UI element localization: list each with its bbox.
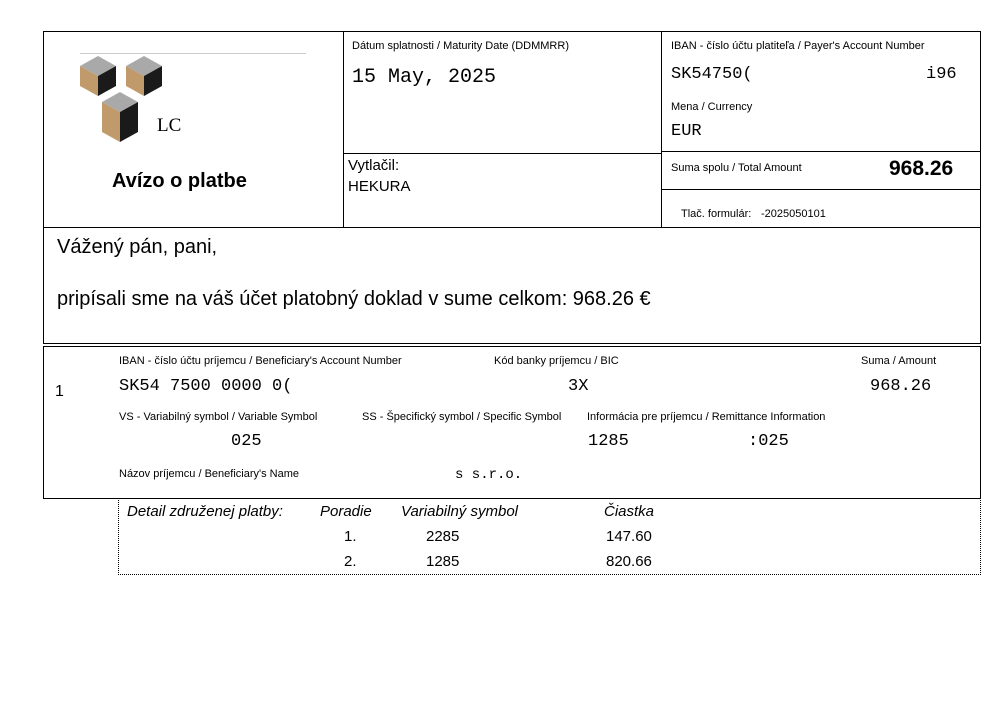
detail-row-2-vs: 1285: [426, 553, 460, 570]
maturity-date-label: Dátum splatnosti / Maturity Date (DDMMRR): [352, 40, 569, 52]
bic-value: 3X: [568, 377, 589, 396]
payer-iban-label: IBAN - číslo účtu platiteľa / Payer's Account Number: [671, 40, 925, 52]
beneficiary-iban-label: IBAN - číslo účtu príjemcu / Beneficiary's Account Number: [119, 355, 402, 367]
beneficiary-name-label: Názov príjemcu / Beneficiary's Name: [119, 468, 299, 480]
currency-label: Mena / Currency: [671, 101, 753, 113]
form-label: Tlač. formulár:: [681, 208, 752, 220]
remittance-value-a: 1285: [588, 432, 629, 451]
document-title: Avízo o platbe: [112, 170, 247, 192]
total-bottom-line: [661, 189, 981, 190]
beneficiary-iban-value: SK54 7500 0000 0(: [119, 377, 293, 396]
printed-by-label: Vytlačil:: [348, 157, 400, 174]
greeting-text: Vážený pán, pani,: [57, 236, 218, 258]
detail-row-1-amount: 147.60: [606, 528, 652, 545]
message-body: pripísali sme na váš účet platobný doklad v sume celkom: 968.26 €: [57, 288, 651, 310]
payment-index: 1: [55, 383, 64, 400]
beneficiary-name-value: s s.r.o.: [455, 467, 523, 483]
printed-by-value: HEKURA: [348, 178, 411, 195]
logo-cube-1: [80, 56, 116, 96]
total-amount-value: 968.26: [889, 157, 954, 180]
detail-col-amount: Čiastka: [604, 503, 655, 520]
payer-iban-value: SK54750(: [671, 65, 753, 84]
currency-value: EUR: [671, 122, 702, 141]
maturity-divider: [343, 153, 661, 154]
bic-label: Kód banky príjemcu / BIC: [494, 355, 619, 367]
header-divider-1: [343, 31, 344, 228]
remittance-label: Informácia pre príjemcu / Remittance Information: [587, 411, 826, 423]
detail-row-1-order: 1.: [344, 528, 357, 545]
amount-value: 968.26: [870, 377, 932, 396]
payer-iban-tail: i96: [926, 65, 957, 84]
maturity-date-value: 15 May, 2025: [352, 66, 497, 89]
detail-title: Detail združenej platby:: [127, 503, 283, 520]
variable-symbol-value: 025: [231, 432, 262, 451]
detail-row-1-vs: 2285: [426, 528, 460, 545]
specific-symbol-label: SS - Špecifický symbol / Specific Symbol: [362, 411, 562, 423]
total-amount-label: Suma spolu / Total Amount: [671, 162, 802, 174]
amount-label: Suma / Amount: [861, 355, 937, 367]
detail-col-order: Poradie: [320, 503, 372, 520]
form-value: -2025050101: [761, 208, 826, 220]
variable-symbol-label: VS - Variabilný symbol / Variable Symbol: [119, 411, 318, 423]
total-top-line: [661, 151, 981, 152]
detail-row-2-amount: 820.66: [606, 553, 652, 570]
remittance-value-b: :025: [748, 432, 789, 451]
logo-text: LC: [157, 115, 182, 136]
logo-cube-2: [126, 56, 162, 96]
detail-col-vs: Variabilný symbol: [401, 503, 518, 520]
logo-cube-3: [102, 92, 138, 142]
header-block: [43, 31, 981, 228]
header-divider-2: [661, 31, 662, 228]
detail-row-2-order: 2.: [344, 553, 357, 570]
